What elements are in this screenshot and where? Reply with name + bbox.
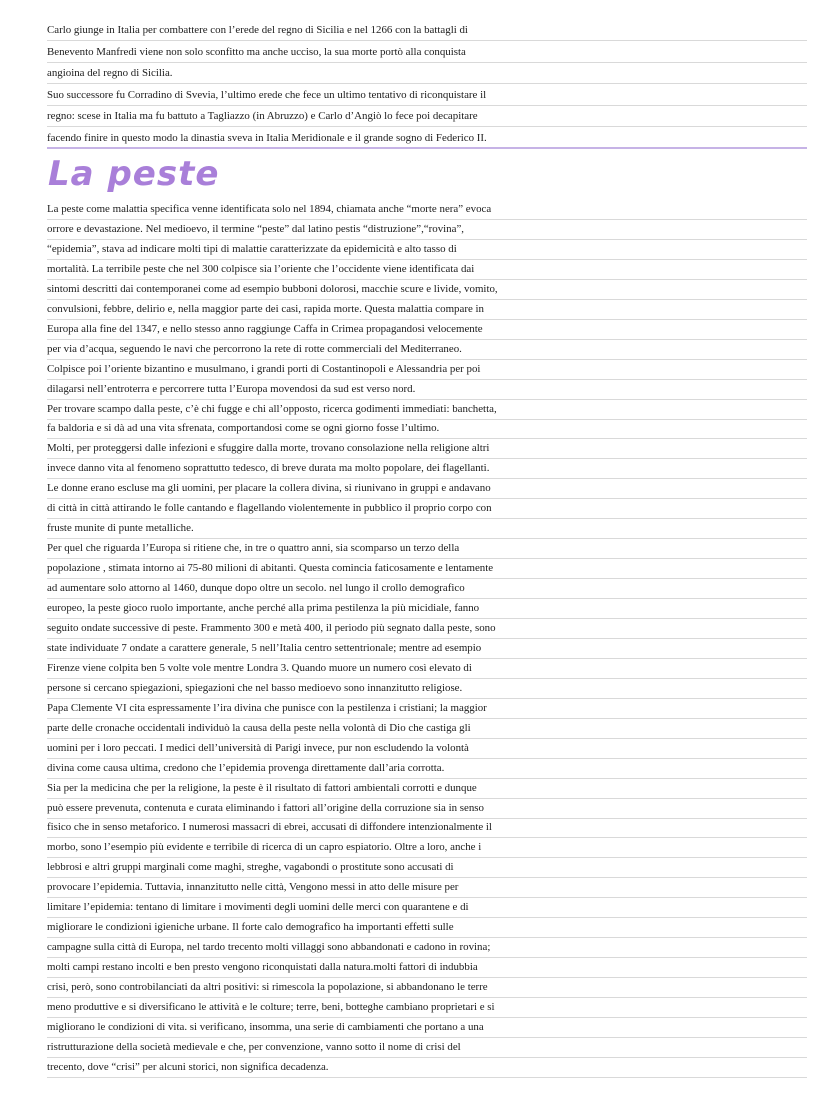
text-line: Le donne erano escluse ma gli uomini, per placare la collera divina, si riunivano in gruppi e andavano (47, 478, 787, 498)
text-line: “epidemia”, stava ad indicare molti tipi di malattie caratterizzate da epidemicità e alto tasso di (47, 239, 787, 259)
text-line: trecento, dove “crisi” per alcuni storici, non significa decadenza. (47, 1057, 787, 1077)
text-line: molti campi restano incolti e ben presto vengono riconquistati dalla natura.molti fattori di indubbia (47, 957, 787, 977)
text-line: state individuate 7 ondate a carattere generale, 5 nell’Italia centro settentrionale; mentre ad esempio (47, 638, 787, 658)
text-line: divina come causa ultima, credono che l’epidemia provenga direttamente dall’aria corrotta. (47, 758, 787, 778)
text-line: orrore e devastazione. Nel medioevo, il termine “peste” dal latino pestis “distruzione”,“rovina”, (47, 219, 787, 239)
text-line: Sia per la medicina che per la religione, la peste è il risultato di fattori ambientali corrotti e dunque (47, 778, 787, 798)
text-line: crisi, però, sono controbilanciati da altri positivi: si rimescola la popolazione, si abbandonano le terre (47, 977, 787, 997)
text-line: convulsioni, febbre, delirio e, nella maggior parte dei casi, rapida morte. Questa malattia compare in (47, 299, 787, 319)
text-line: dilagarsi nell’entroterra e percorrere tutta l’Europa movendosi da sud est verso nord. (47, 379, 787, 399)
text-line: migliorare le condizioni igieniche urbane. Il forte calo demografico ha importanti effetti sulle (47, 917, 787, 937)
text-line: fruste munite di punte metalliche. (47, 518, 787, 538)
text-line: per via d’acqua, seguendo le navi che percorrono la rete di rotte commerciali del Mediterraneo. (47, 339, 787, 359)
text-line: morbo, sono l’esempio più evidente e terribile di ricerca di un capro espiatorio. Oltre a loro, anche i (47, 837, 787, 857)
text-line: uomini per i loro peccati. I medici dell’università di Parigi invece, pur non escludendo la volontà (47, 738, 787, 758)
text-line: Molti, per proteggersi dalle infezioni e sfuggire dalla morte, trovano consolazione nella religione altri (47, 438, 787, 458)
text-line: di città in città attirando le folle cantando e flagellando violentemente in pubblico il proprio corpo con (47, 498, 787, 518)
text-line: angioina del regno di Sicilia. (47, 63, 787, 83)
text-line: Benevento Manfredi viene non solo sconfitto ma anche ucciso, la sua morte portò alla conquista (47, 42, 787, 62)
text-line: Carlo giunge in Italia per combattere con l’erede del regno di Sicilia e nel 1266 con la battagli di (47, 20, 787, 40)
text-line: mortalità. La terribile peste che nel 300 colpisce sia l’oriente che l’occidente viene identificata dai (47, 259, 787, 279)
text-line: regno: scese in Italia ma fu battuto a Tagliazzo (in Abruzzo) e Carlo d’Angiò lo fece poi decapitare (47, 106, 787, 126)
text-line: ad aumentare solo attorno al 1460, dunque dopo oltre un secolo. nel lungo il crollo demografico (47, 578, 787, 598)
text-line: La peste come malattia specifica venne identificata solo nel 1894, chiamata anche “morte nera” evoca (47, 199, 787, 219)
text-line: invece danno vita al fenomeno soprattutto tedesco, di breve durata ma molto popolare, dei flagellanti. (47, 458, 787, 478)
text-line: Colpisce poi l’oriente bizantino e musulmano, i grandi porti di Costantinopoli e Alessandria per poi (47, 359, 787, 379)
section-heading: La peste (48, 154, 220, 194)
text-line: seguito ondate successive di peste. Frammento 300 e metà 400, il periodo più segnato dalla peste, sono (47, 618, 787, 638)
text-line: parte delle cronache occidentali individuò la causa della peste nella volontà di Dio che castiga gli (47, 718, 787, 738)
text-line: provocare l’epidemia. Tuttavia, innanzitutto nelle città, Vengono messi in atto delle misure per (47, 877, 787, 897)
text-line: può essere prevenuta, contenuta e curata eliminando i fattori all’origine della corruzione sia in senso (47, 798, 787, 818)
text-line: persone si cercano spiegazioni, spiegazioni che nel basso medioevo sono innanzitutto religiose. (47, 678, 787, 698)
text-line: popolazione , stimata intorno ai 75-80 milioni di abitanti. Questa comincia faticosamente e lentamente (47, 558, 787, 578)
text-line: Per trovare scampo dalla peste, c’è chi fugge e chi all’opposto, ricerca godimenti immediati: banchetta, (47, 399, 787, 419)
text-line: lebbrosi e altri gruppi marginali come maghi, streghe, vagabondi o prostitute sono accusati di (47, 857, 787, 877)
text-line: Europa alla fine del 1347, e nello stesso anno raggiunge Caffa in Crimea propagandosi velocemente (47, 319, 787, 339)
text-line: facendo finire in questo modo la dinastia sveva in Italia Meridionale e il grande sogno di Federico II. (47, 128, 787, 148)
text-line: ristrutturazione della società medievale e che, per convenzione, vanno sotto il nome di crisi del (47, 1037, 787, 1057)
text-line: Firenze viene colpita ben 5 volte vole mentre Londra 3. Quando muore un numero così elevato di (47, 658, 787, 678)
text-line: limitare l’epidemia: tentano di limitare i movimenti degli uomini delle merci con quarantene e di (47, 897, 787, 917)
text-line: Papa Clemente VI cita espressamente l’ira divina che punisce con la pestilenza i cristiani; la maggior (47, 698, 787, 718)
text-line: meno produttive e si diversificano le attività e le colture; terre, beni, botteghe cambiano proprietari e si (47, 997, 787, 1017)
text-line: fa baldoria e si dà ad una vita sfrenata, comportandosi come se ogni giorno fosse l’ultimo. (47, 418, 787, 438)
text-line: Suo successore fu Corradino di Svevia, l’ultimo erede che fece un ultimo tentativo di riconquistare il (47, 85, 787, 105)
text-line: sintomi descritti dai contemporanei come ad esempio bubboni dolorosi, macchie scure e livide, vomito, (47, 279, 787, 299)
text-line: campagne sulla città di Europa, nel tardo trecento molti villaggi sono abbandonati e cadono in rovina; (47, 937, 787, 957)
text-line: fisico che in senso metaforico. I numerosi massacri di ebrei, accusati di diffondere intenzionalmente il (47, 817, 787, 837)
text-line: migliorano le condizioni di vita. si verificano, insomma, una serie di cambiamenti che portano a una (47, 1017, 787, 1037)
text-line: europeo, la peste gioco ruolo importante, anche perché alla prima pestilenza la più micidiale, fanno (47, 598, 787, 618)
text-line: Per quel che riguarda l’Europa si ritiene che, in tre o quattro anni, sia scomparso un terzo della (47, 538, 787, 558)
